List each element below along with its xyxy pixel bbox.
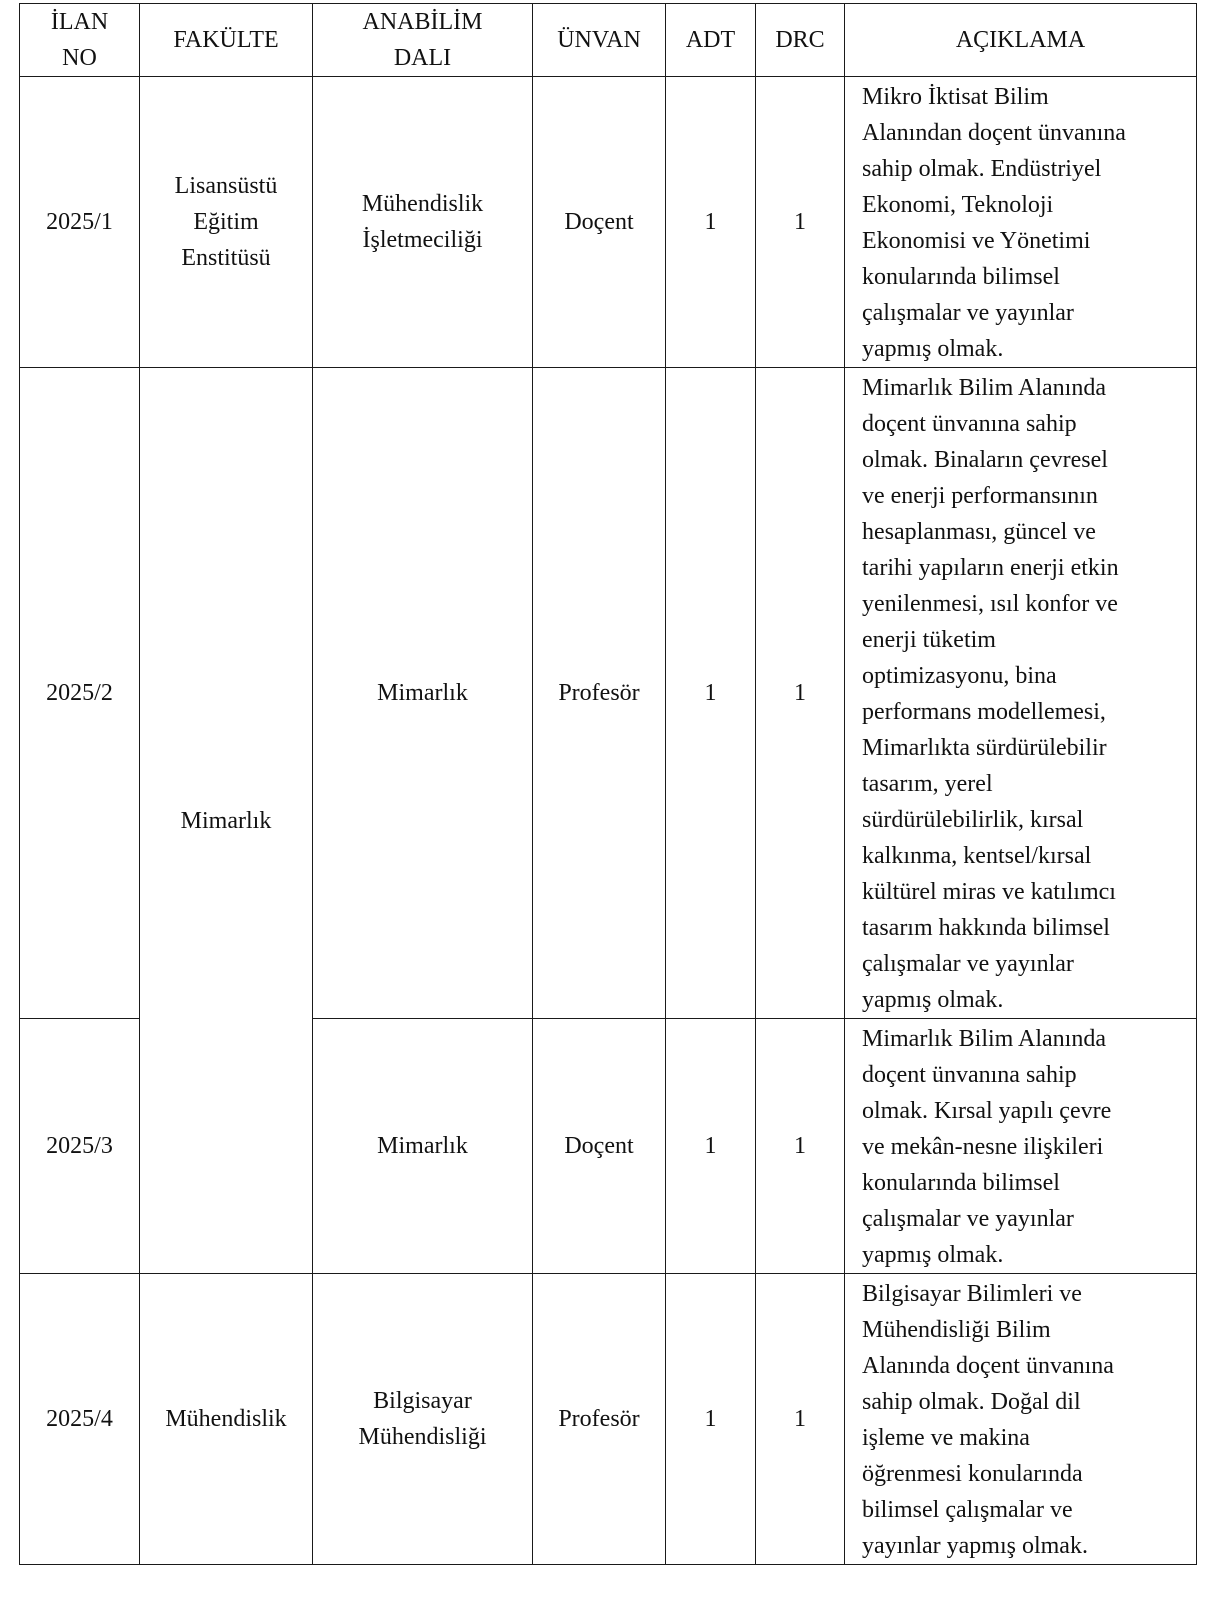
cell-unvan: Doçent [533,77,666,368]
header-unvan: ÜNVAN [533,4,666,77]
cell-ilan-no: 2025/4 [20,1274,140,1565]
cell-adt: 1 [666,368,756,1019]
table-header-row [20,4,1197,77]
cell-ilan-no: 2025/1 [20,77,140,368]
table-row [20,368,1197,1019]
cell-ilan-no: 2025/3 [20,1019,140,1274]
cell-fakulte: Mimarlık [140,368,313,1274]
header-fakulte: FAKÜLTE [140,4,313,77]
header-aciklama: AÇIKLAMA [845,4,1197,77]
table-row [20,1274,1197,1565]
cell-adt: 1 [666,1274,756,1565]
cell-ilan-no: 2025/2 [20,368,140,1019]
header-drc: DRC [756,4,845,77]
cell-anabilim-dali: Mimarlık [313,1019,533,1274]
cell-anabilim-dali: Mühendislik İşletmeciliği [313,77,533,368]
cell-unvan: Doçent [533,1019,666,1274]
cell-unvan: Profesör [533,368,666,1019]
cell-unvan: Profesör [533,1274,666,1565]
table-row [20,77,1197,368]
cell-drc: 1 [756,1274,845,1565]
cell-anabilim-dali: Mimarlık [313,368,533,1019]
cell-aciklama: Mimarlık Bilim Alanında doçent ünvanına sahip olmak. Binaların çevresel ve enerji performansının hesaplanması, güncel ve tarihi yapıların enerji etkin yenilenmesi, ısıl konfor ve enerji tüketim optimizasyonu, bina performans modellemesi, Mimarlıkta sürdürülebilir tasarım, yerel sürdürülebilirlik, kırsal kalkınma, kentsel/kırsal kültürel miras ve katılımcı tasarım hakkında bilimsel çalışmalar ve yayınlar yapmış olmak. [845,368,1197,1019]
cell-adt: 1 [666,1019,756,1274]
cell-adt: 1 [666,77,756,368]
position-announcement-table [19,3,1197,1565]
cell-fakulte: Lisansüstü Eğitim Enstitüsü [140,77,313,368]
cell-drc: 1 [756,77,845,368]
cell-aciklama: Mikro İktisat Bilim Alanından doçent ünvanına sahip olmak. Endüstriyel Ekonomi, Teknoloji Ekonomisi ve Yönetimi konularında bilimsel çalışmalar ve yayınlar yapmış olmak. [845,77,1197,368]
cell-aciklama: Bilgisayar Bilimleri ve Mühendisliği Bilim Alanında doçent ünvanına sahip olmak. Doğal dil işleme ve makina öğrenmesi konularında bilimsel çalışmalar ve yayınlar yapmış olmak. [845,1274,1197,1565]
cell-drc: 1 [756,1019,845,1274]
header-anabilim-dali: ANABİLİM DALI [313,4,533,77]
cell-aciklama: Mimarlık Bilim Alanında doçent ünvanına sahip olmak. Kırsal yapılı çevre ve mekân-nesne ilişkileri konularında bilimsel çalışmalar ve yayınlar yapmış olmak. [845,1019,1197,1274]
header-ilan-no: İLAN NO [20,4,140,77]
cell-drc: 1 [756,368,845,1019]
cell-fakulte: Mühendislik [140,1274,313,1565]
header-adt: ADT [666,4,756,77]
cell-anabilim-dali: Bilgisayar Mühendisliği [313,1274,533,1565]
